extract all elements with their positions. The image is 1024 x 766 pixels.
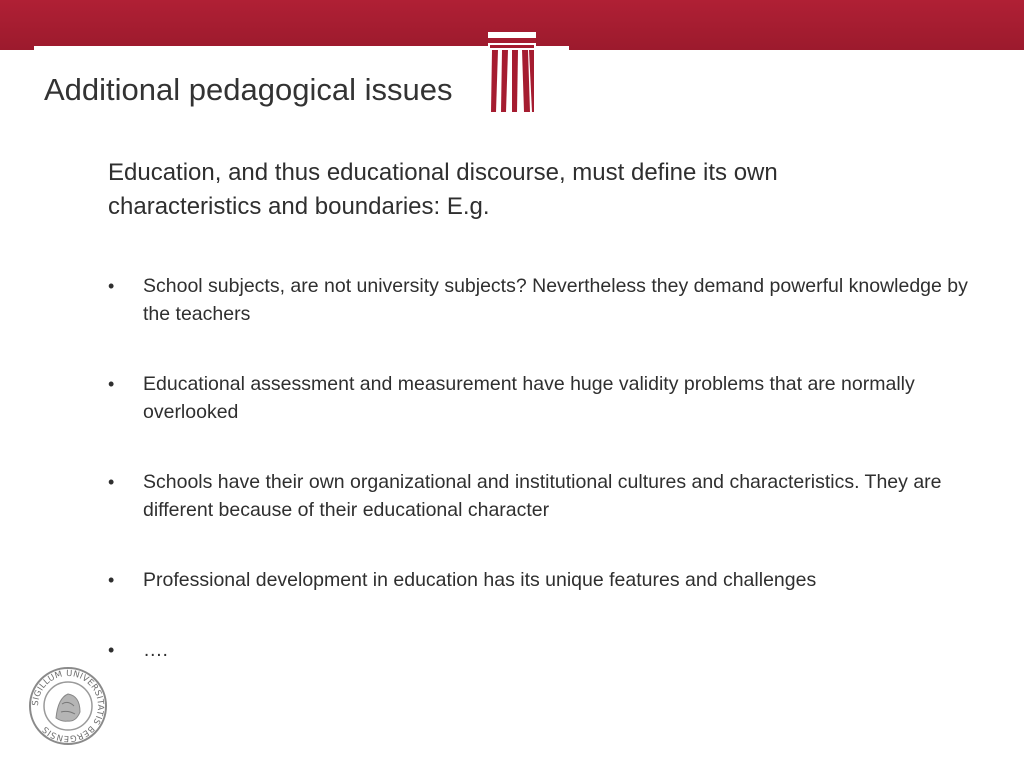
bullet-text: …. [143, 639, 168, 661]
intro-paragraph: Education, and thus educational discourse, must define its own characteristics and boundaries: E.g. [108, 159, 778, 220]
svg-text:SIGILLUM UNIVERSITATIS BERGENS: SIGILLUM UNIVERSITATIS BERGENSIS [30, 668, 106, 744]
bullet-item [108, 370, 988, 426]
bullet-dot: • [108, 374, 115, 394]
bullet-list [108, 272, 988, 664]
bullet-item [108, 636, 988, 664]
bullet-text: Educational assessment and measurement have huge validity problems that are normally overlooked [143, 373, 915, 423]
bullet-dot: • [108, 640, 115, 660]
bullet-text: Professional development in education has its unique features and challenges [143, 569, 817, 591]
slide-title: Additional pedagogical issues [44, 72, 453, 107]
bullet-text: School subjects, are not university subjects? Nevertheless they demand powerful knowledge by the teachers [143, 275, 968, 325]
bullet-dot: • [108, 276, 115, 296]
bullet-item [108, 468, 988, 524]
bullet-item [108, 566, 988, 594]
university-logo-icon [488, 32, 536, 114]
bullet-dot: • [108, 472, 115, 492]
bullet-text: Schools have their own organizational and institutional cultures and characteristics. They are different because of their educational character [143, 471, 942, 521]
bullet-dot: • [108, 570, 115, 590]
bullet-item [108, 272, 988, 328]
university-seal-icon [28, 666, 108, 746]
